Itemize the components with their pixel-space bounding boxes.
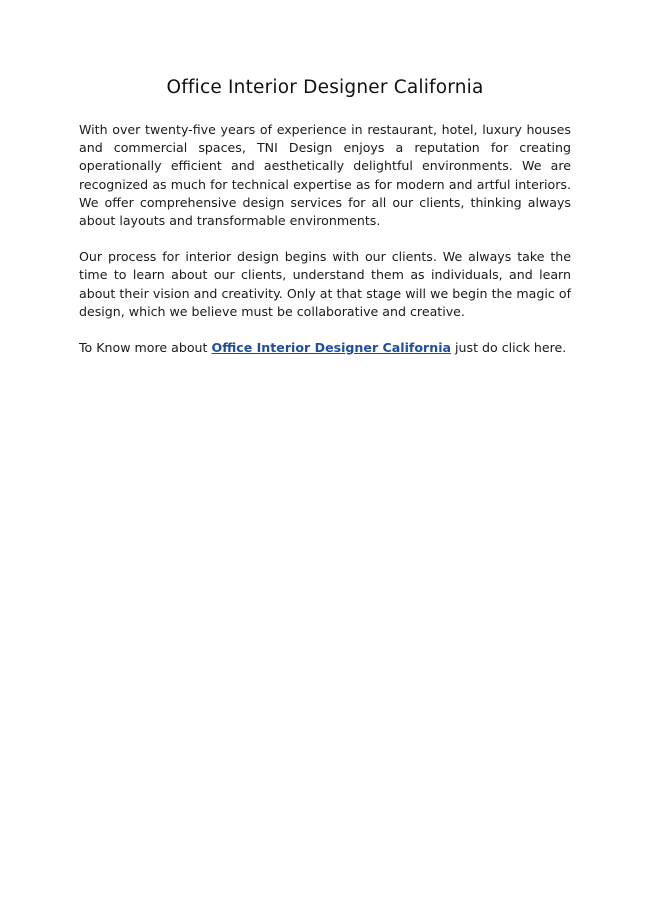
paragraph-process: Our process for interior design begins with our clients. We always take the time to learn about our clients, understand them as individuals, and learn about their vision and creativity. Only at that stage will we begin the magic of design, which we believe must be collaborative and creative.: [79, 249, 571, 319]
cta-prefix: To Know more about: [79, 340, 212, 356]
paragraph-cta: [79, 339, 571, 357]
office-interior-designer-link[interactable]: Office Interior Designer California: [211, 340, 452, 356]
page-title: Office Interior Designer California: [166, 77, 484, 98]
document-body: [79, 121, 571, 357]
cta-suffix: just do click here.: [451, 340, 567, 356]
paragraph-intro: With over twenty-five years of experience in restaurant, hotel, luxury houses and commercial spaces, TNI Design enjoys a reputation for creating operationally efficient and aesthetically delightful environments. We are recognized as much for technical expertise as for modern and artful interiors. We offer comprehensive design services for all our clients, thinking always about layouts and transformable environments.: [79, 122, 571, 229]
